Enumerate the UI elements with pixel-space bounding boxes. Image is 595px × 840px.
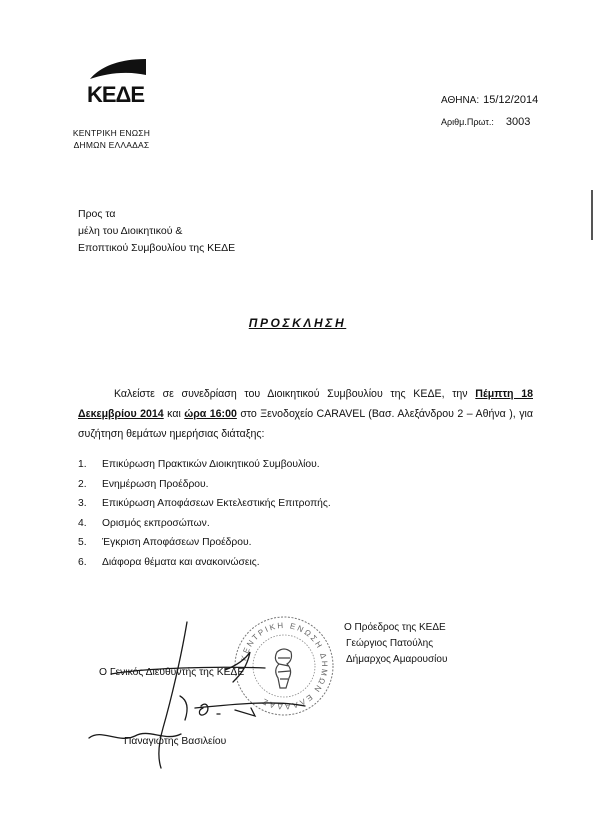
date-label: ΑΘΗΝΑ: (441, 95, 480, 106)
agenda-item: 4. Ορισμός εκπροσώπων. (78, 517, 210, 529)
recipient-line-1: Προς τα (78, 208, 116, 220)
body-part-3: στο Ξενοδοχείο CARAVEL (Βασ. Αλεξάνδρου 2 – Αθήνα ), για συζήτηση θεμάτων ημερήσιας διάταξης: (78, 408, 533, 440)
director-name: Παναγιώτης Βασιλείου (124, 736, 227, 747)
director-title: Ο Γενικός Διευθυντής της ΚΕΔΕ (99, 667, 245, 678)
stamp-text: ΚΕΝΤΡΙΚΗ ΕΝΩΣΗ ΔΗΜΩΝ ΕΛΛΑΔΑΣ (239, 620, 330, 712)
agenda-list (78, 455, 331, 572)
president-name: Γεώργιος Πατούλης (346, 638, 434, 649)
handwritten-signature (75, 608, 375, 778)
agenda-item: 5. Έγκριση Αποφάσεων Προέδρου. (78, 537, 252, 548)
agenda-item: 3. Επικύρωση Αποφάσεων Εκτελεστικής Επιτροπής. (78, 498, 331, 509)
meeting-day: Πέμπτη 18 Δεκεμβρίου 2014 (78, 388, 533, 420)
invitation-paragraph (78, 384, 533, 444)
recipient-line-3: Εποπτικού Συμβουλίου της ΚΕΔΕ (78, 242, 236, 254)
protocol-label: Αριθμ.Πρωτ.: (441, 117, 494, 127)
protocol-value: 3003 (505, 116, 531, 128)
agenda-item: 6. Διάφορα θέματα και ανακοινώσεις. (78, 556, 260, 568)
recipient-block (78, 206, 235, 257)
president-title: Ο Πρόεδρος της ΚΕΔΕ (344, 622, 446, 633)
logo-text: ΚΕΔΕ (87, 82, 145, 105)
document-title: ΠΡΟΣΚΛΗΣΗ (248, 316, 347, 330)
body-part-2: και (163, 408, 185, 420)
page-edge-mark (591, 190, 593, 240)
protocol-line (441, 116, 530, 128)
kede-logo (86, 55, 150, 105)
date-value: 15/12/2014 (483, 94, 539, 106)
body-part-1: Καλείστε σε συνεδρίαση του Διοικητικού Συμβουλίου της ΚΕΔΕ, την (114, 388, 476, 400)
agenda-item: 1. Επικύρωση Πρακτικών Διοικητικού Συμβουλίου. (78, 459, 320, 470)
agenda-item: 2. Ενημέρωση Προέδρου. (78, 478, 209, 490)
date-line (441, 94, 538, 106)
org-line-1: ΚΕΝΤΡΙΚΗ ΕΝΩΣΗ (72, 128, 151, 138)
meeting-time: ώρα 16:00 (184, 408, 237, 420)
org-line-2: ΔΗΜΩΝ ΕΛΛΑΔΑΣ (73, 140, 150, 150)
president-role: Δήμαρχος Αμαρουσίου (346, 654, 448, 665)
recipient-line-2: μέλη του Διοικητικού & (78, 225, 183, 237)
organization-name (64, 127, 159, 151)
